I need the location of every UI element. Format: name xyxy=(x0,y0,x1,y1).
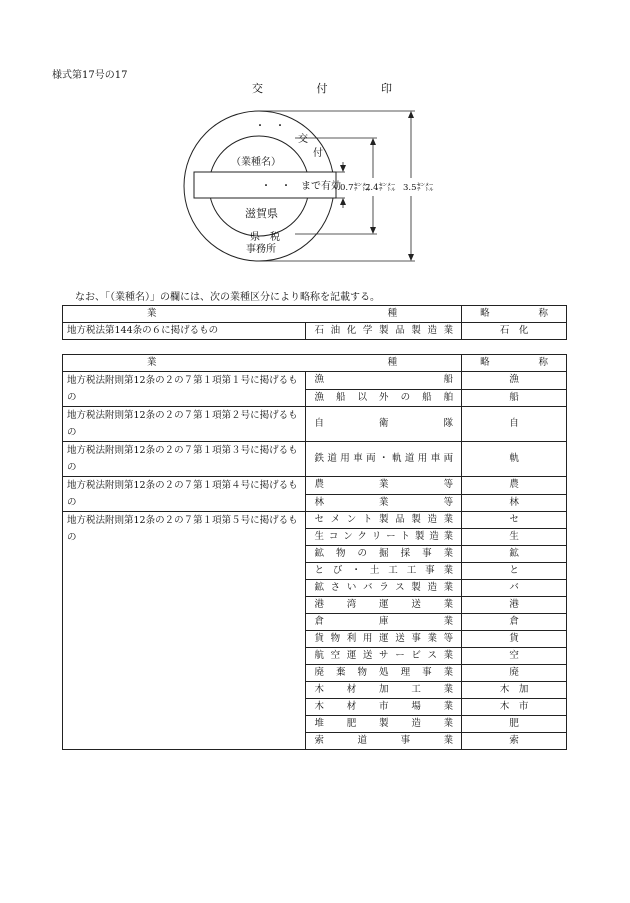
seal-prefecture: 滋賀県 xyxy=(245,207,278,220)
note-text: なお、「（業種名）」の欄には、次の業種区分により略称を記載する。 xyxy=(75,292,380,303)
abbr-cell: 肥 xyxy=(462,716,567,733)
table-row xyxy=(63,512,567,529)
dimension-inner: 0.7㌢㍍ xyxy=(340,183,371,193)
abbr-cell: 農 xyxy=(462,477,567,495)
industry-cell: 鉱さいバラス製造業 xyxy=(306,580,462,597)
abbr-cell: 船 xyxy=(462,389,567,407)
abbr-cell: 索 xyxy=(462,733,567,750)
law-cell: 地方税法附則第12条の２の７第１項第４号に掲げるもの xyxy=(63,477,306,512)
abbreviation-table-1 xyxy=(62,305,567,340)
abbr-cell: 鉱 xyxy=(462,546,567,563)
header-abbreviation: 略 称 xyxy=(462,355,567,372)
abbr-cell: 軌 xyxy=(462,442,567,477)
title-char-3: 印 xyxy=(381,82,392,95)
table-row xyxy=(63,372,567,390)
abbr-cell: 木 市 xyxy=(462,699,567,716)
seal-office-line2: 事務所 xyxy=(246,244,276,255)
industry-cell: 漁船 xyxy=(306,372,462,390)
abbreviation-table-2 xyxy=(62,354,567,750)
seal-dot-1: ・ xyxy=(255,121,265,132)
table-header-row xyxy=(63,355,567,372)
table-header-row xyxy=(63,306,567,323)
table-row xyxy=(63,407,567,442)
seal-validity-text: ・ ・ まで有効 xyxy=(261,181,341,192)
industry-cell: 農業等 xyxy=(306,477,462,495)
law-cell: 地方税法附則第12条の２の７第１項第５号に掲げるもの xyxy=(63,512,306,750)
stamp-title xyxy=(252,80,392,96)
industry-cell: 生コンクリート製造業 xyxy=(306,529,462,546)
abbr-cell: セ xyxy=(462,512,567,529)
industry-cell: 林業等 xyxy=(306,494,462,512)
law-cell: 地方税法附則第12条の２の７第１項第１号に掲げるもの xyxy=(63,372,306,407)
law-cell: 地方税法第144条の６に掲げるもの xyxy=(63,323,306,340)
header-industry: 業 種 xyxy=(63,306,462,323)
industry-cell: 港湾運送業 xyxy=(306,597,462,614)
industry-cell: 鉱物の掘採事業 xyxy=(306,546,462,563)
abbr-cell: 倉 xyxy=(462,614,567,631)
header-industry: 業 種 xyxy=(63,355,462,372)
abbr-cell: 空 xyxy=(462,648,567,665)
industry-cell: 貨物利用運送事業等 xyxy=(306,631,462,648)
abbr-cell: 林 xyxy=(462,494,567,512)
industry-cell: 石油化学製品製造業 xyxy=(306,323,462,340)
title-char-2: 付 xyxy=(316,82,328,95)
abbr-cell: 貨 xyxy=(462,631,567,648)
industry-cell: とび・土工工事業 xyxy=(306,563,462,580)
title-char-1: 交 xyxy=(252,82,263,95)
abbr-cell: 自 xyxy=(462,407,567,442)
dimension-outer: 3.5㌢㍍ xyxy=(403,183,434,193)
seal-fu-char: 付 xyxy=(313,148,323,159)
table-row xyxy=(63,477,567,495)
abbr-cell: 木 加 xyxy=(462,682,567,699)
abbr-cell: バ xyxy=(462,580,567,597)
form-number: 様式第17号の17 xyxy=(52,70,128,81)
table-row xyxy=(63,442,567,477)
industry-cell: 倉庫業 xyxy=(306,614,462,631)
abbr-cell: と xyxy=(462,563,567,580)
abbr-cell: 港 xyxy=(462,597,567,614)
industry-cell: 索道事業 xyxy=(306,733,462,750)
abbr-cell: 漁 xyxy=(462,372,567,390)
abbr-cell: 石 化 xyxy=(462,323,567,340)
industry-cell: 木材加工業 xyxy=(306,682,462,699)
industry-cell: 漁船以外の船舶 xyxy=(306,389,462,407)
abbr-cell: 生 xyxy=(462,529,567,546)
header-abbreviation: 略 称 xyxy=(462,306,567,323)
seal-industry-label: （業種名） xyxy=(231,157,281,168)
industry-cell: 堆肥製造業 xyxy=(306,716,462,733)
table-row xyxy=(63,323,567,340)
seal-diagram xyxy=(175,100,445,265)
industry-cell: 鉄道用車両・軌道用車両 xyxy=(306,442,462,477)
law-cell: 地方税法附則第12条の２の７第１項第２号に掲げるもの xyxy=(63,407,306,442)
industry-cell: 廃棄物処理事業 xyxy=(306,665,462,682)
law-cell: 地方税法附則第12条の２の７第１項第３号に掲げるもの xyxy=(63,442,306,477)
industry-cell: 自衛隊 xyxy=(306,407,462,442)
dimension-middle: 2.4㌢㍍ xyxy=(365,183,396,193)
industry-cell: 航空運送サービス業 xyxy=(306,648,462,665)
abbr-cell: 廃 xyxy=(462,665,567,682)
seal-kou-char: 交 xyxy=(298,134,308,145)
industry-cell: セメント製品製造業 xyxy=(306,512,462,529)
seal-office-line1: 県 税 xyxy=(250,232,280,243)
seal-dot-2: ・ xyxy=(275,121,285,132)
industry-cell: 木材市場業 xyxy=(306,699,462,716)
